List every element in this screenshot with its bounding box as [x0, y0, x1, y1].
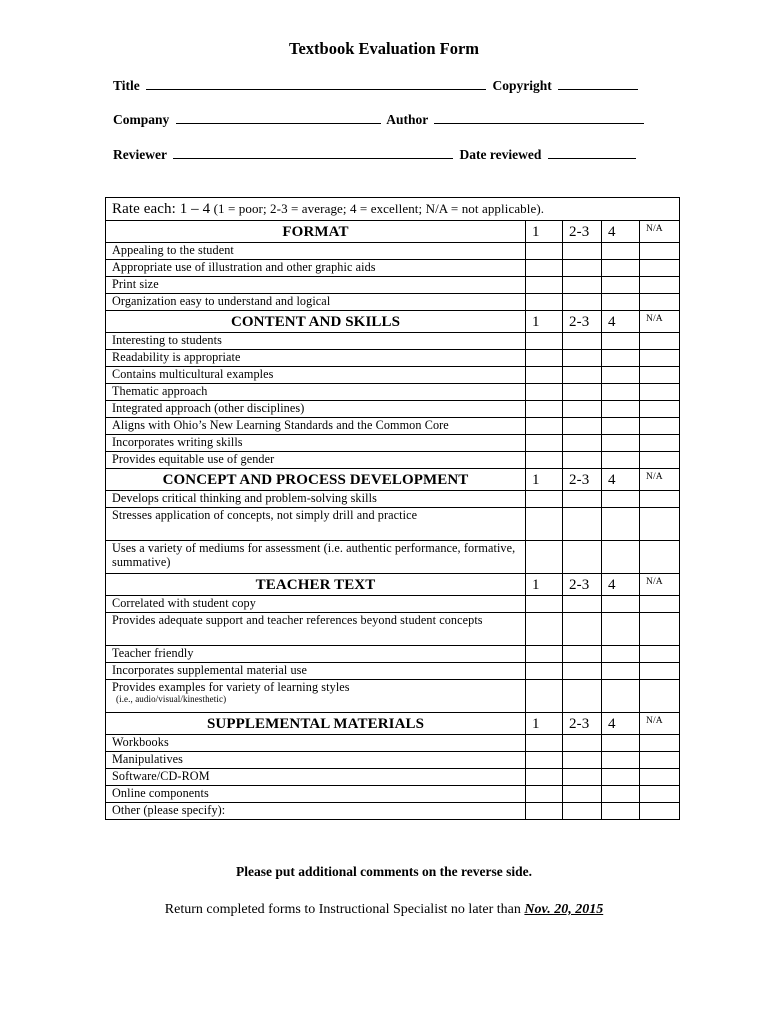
criteria-label	[106, 452, 526, 469]
rating-cell-4[interactable]	[602, 418, 640, 435]
criteria-row	[106, 435, 680, 452]
criteria-row	[106, 735, 680, 752]
rating-cell-4[interactable]	[602, 294, 640, 311]
rating-cell-4[interactable]	[602, 680, 640, 713]
criteria-text: Provides equitable use of gender	[112, 452, 275, 466]
rate-legend-text: (1 = poor; 2-3 = average; 4 = excellent; N/A = not applicable).	[213, 201, 545, 216]
date-reviewed-label: Date reviewed	[459, 147, 542, 162]
criteria-label	[106, 260, 526, 277]
rating-cell-2-3[interactable]	[563, 752, 602, 769]
author-label: Author	[386, 112, 429, 127]
rating-cell-na[interactable]	[640, 735, 680, 752]
criteria-label	[106, 333, 526, 350]
criteria-text: Thematic approach	[112, 384, 208, 398]
criteria-text: Online components	[112, 786, 209, 800]
reviewer-label: Reviewer	[113, 147, 167, 162]
rating-cell-na[interactable]	[640, 333, 680, 350]
rating-cell-2-3[interactable]	[563, 803, 602, 820]
evaluation-table	[105, 197, 680, 820]
criteria-text: Workbooks	[112, 735, 169, 749]
criteria-label	[106, 596, 526, 613]
criteria-row	[106, 680, 680, 713]
criteria-text: Correlated with student copy	[112, 596, 256, 610]
criteria-text: Appropriate use of illustration and other graphic aids	[112, 260, 376, 274]
criteria-row	[106, 508, 680, 541]
rating-cell-1[interactable]	[526, 243, 563, 260]
rating-cell-1[interactable]	[526, 803, 563, 820]
criteria-text: Provides adequate support and teacher references beyond student concepts	[112, 613, 483, 627]
rate-prefix: Rate each: 1 – 4	[112, 201, 211, 217]
criteria-row	[106, 452, 680, 469]
rating-cell-2-3[interactable]	[563, 435, 602, 452]
rating-cell-na[interactable]	[640, 452, 680, 469]
rating-cell-4[interactable]	[602, 541, 640, 574]
rating-cell-na[interactable]	[640, 350, 680, 367]
score-header-na: N/A	[640, 469, 680, 491]
criteria-row	[106, 613, 680, 646]
section-header-row	[106, 469, 680, 491]
date-reviewed-field[interactable]	[548, 146, 636, 159]
rating-cell-4[interactable]	[602, 452, 640, 469]
rating-cell-na[interactable]	[640, 596, 680, 613]
criteria-row	[106, 277, 680, 294]
rating-cell-1[interactable]	[526, 613, 563, 646]
rating-cell-2-3[interactable]	[563, 786, 602, 803]
rating-cell-2-3[interactable]	[563, 663, 602, 680]
title-label: Title	[113, 78, 140, 93]
section-title: SUPPLEMENTAL MATERIALS	[106, 713, 526, 735]
rating-cell-1[interactable]	[526, 752, 563, 769]
rating-cell-na[interactable]	[640, 401, 680, 418]
criteria-row	[106, 350, 680, 367]
title-copyright-line	[113, 77, 653, 97]
rating-cell-1[interactable]	[526, 508, 563, 541]
score-header-1: 1	[526, 221, 563, 243]
rating-cell-4[interactable]	[602, 491, 640, 508]
rating-cell-1[interactable]	[526, 541, 563, 574]
score-header-1: 1	[526, 574, 563, 596]
rating-cell-na[interactable]	[640, 541, 680, 574]
rating-cell-2-3[interactable]	[563, 613, 602, 646]
score-header-2-3: 2-3	[563, 713, 602, 735]
section-header-row	[106, 574, 680, 596]
criteria-text: Contains multicultural examples	[112, 367, 274, 381]
author-field[interactable]	[434, 111, 644, 124]
rating-cell-2-3[interactable]	[563, 680, 602, 713]
rating-cell-na[interactable]	[640, 294, 680, 311]
rating-cell-4[interactable]	[602, 277, 640, 294]
section-title: TEACHER TEXT	[106, 574, 526, 596]
criteria-row	[106, 769, 680, 786]
criteria-label	[106, 752, 526, 769]
criteria-text: Print size	[112, 277, 159, 291]
criteria-row	[106, 418, 680, 435]
rating-cell-4[interactable]	[602, 613, 640, 646]
rating-cell-1[interactable]	[526, 333, 563, 350]
rating-cell-na[interactable]	[640, 491, 680, 508]
rating-cell-4[interactable]	[602, 260, 640, 277]
rating-cell-4[interactable]	[602, 786, 640, 803]
rating-cell-1[interactable]	[526, 260, 563, 277]
criteria-row	[106, 803, 680, 820]
page-title: Textbook Evaluation Form	[288, 39, 480, 58]
section-title: FORMAT	[106, 221, 526, 243]
score-header-1: 1	[526, 311, 563, 333]
rating-cell-2-3[interactable]	[563, 384, 602, 401]
rating-cell-1[interactable]	[526, 350, 563, 367]
criteria-label	[106, 803, 526, 820]
rating-cell-2-3[interactable]	[563, 541, 602, 574]
company-author-line	[113, 111, 653, 131]
criteria-row	[106, 243, 680, 260]
criteria-label	[106, 435, 526, 452]
score-header-4: 4	[602, 574, 640, 596]
rating-cell-na[interactable]	[640, 769, 680, 786]
criteria-label	[106, 613, 526, 646]
rating-cell-1[interactable]	[526, 418, 563, 435]
rating-cell-2-3[interactable]	[563, 260, 602, 277]
criteria-row	[106, 333, 680, 350]
criteria-text: Organization easy to understand and logical	[112, 294, 331, 308]
rating-cell-2-3[interactable]	[563, 243, 602, 260]
criteria-label	[106, 491, 526, 508]
rating-cell-na[interactable]	[640, 663, 680, 680]
rating-cell-1[interactable]	[526, 786, 563, 803]
rating-cell-4[interactable]	[602, 435, 640, 452]
criteria-label	[106, 243, 526, 260]
rating-cell-1[interactable]	[526, 435, 563, 452]
copyright-label: Copyright	[492, 78, 552, 93]
criteria-text: Incorporates supplemental material use	[112, 663, 308, 677]
rating-legend	[106, 198, 680, 221]
criteria-row	[106, 260, 680, 277]
score-header-4: 4	[602, 221, 640, 243]
rating-cell-2-3[interactable]	[563, 769, 602, 786]
rating-cell-4[interactable]	[602, 803, 640, 820]
rating-cell-1[interactable]	[526, 663, 563, 680]
section-header-row	[106, 221, 680, 243]
score-header-2-3: 2-3	[563, 311, 602, 333]
criteria-label	[106, 418, 526, 435]
score-header-na: N/A	[640, 221, 680, 243]
criteria-text: Teacher friendly	[112, 646, 194, 660]
rating-cell-4[interactable]	[602, 243, 640, 260]
criteria-text: Other (please specify):	[112, 803, 226, 817]
criteria-label	[106, 786, 526, 803]
criteria-row	[106, 294, 680, 311]
rating-cell-4[interactable]	[602, 596, 640, 613]
criteria-label	[106, 277, 526, 294]
rating-cell-4[interactable]	[602, 735, 640, 752]
rating-cell-na[interactable]	[640, 646, 680, 663]
rating-cell-2-3[interactable]	[563, 418, 602, 435]
rating-cell-2-3[interactable]	[563, 596, 602, 613]
criteria-row	[106, 786, 680, 803]
criteria-row	[106, 401, 680, 418]
section-title: CONCEPT AND PROCESS DEVELOPMENT	[106, 469, 526, 491]
criteria-label	[106, 384, 526, 401]
score-header-2-3: 2-3	[563, 221, 602, 243]
rating-cell-2-3[interactable]	[563, 294, 602, 311]
return-date: Nov. 20, 2015	[524, 902, 604, 917]
score-header-na: N/A	[640, 574, 680, 596]
score-header-4: 4	[602, 469, 640, 491]
criteria-label	[106, 350, 526, 367]
rating-cell-4[interactable]	[602, 367, 640, 384]
rating-cell-na[interactable]	[640, 752, 680, 769]
rating-cell-2-3[interactable]	[563, 508, 602, 541]
criteria-subnote: (i.e., audio/visual/kinesthetic)	[116, 694, 227, 704]
rating-cell-1[interactable]	[526, 680, 563, 713]
rating-cell-4[interactable]	[602, 646, 640, 663]
criteria-row	[106, 663, 680, 680]
criteria-row	[106, 541, 680, 574]
section-header-row	[106, 713, 680, 735]
rating-cell-2-3[interactable]	[563, 452, 602, 469]
rating-cell-2-3[interactable]	[563, 401, 602, 418]
criteria-text: Incorporates writing skills	[112, 435, 243, 449]
criteria-label	[106, 508, 526, 541]
score-header-4: 4	[602, 713, 640, 735]
criteria-text: Aligns with Ohio’s New Learning Standards and the Common Core	[112, 418, 449, 432]
criteria-label	[106, 769, 526, 786]
title-field[interactable]	[146, 77, 486, 90]
company-field[interactable]	[176, 111, 381, 124]
rating-cell-2-3[interactable]	[563, 277, 602, 294]
rating-cell-na[interactable]	[640, 680, 680, 713]
rating-cell-na[interactable]	[640, 367, 680, 384]
reviewer-field[interactable]	[173, 146, 453, 159]
rating-cell-4[interactable]	[602, 769, 640, 786]
company-label: Company	[113, 112, 170, 127]
rating-cell-1[interactable]	[526, 294, 563, 311]
criteria-row	[106, 646, 680, 663]
rating-cell-na[interactable]	[640, 260, 680, 277]
rating-cell-4[interactable]	[602, 663, 640, 680]
rating-cell-na[interactable]	[640, 508, 680, 541]
comments-note: Please put additional comments on the reverse side.	[236, 864, 532, 879]
score-header-2-3: 2-3	[563, 469, 602, 491]
rating-cell-na[interactable]	[640, 803, 680, 820]
criteria-text: Uses a variety of mediums for assessment (i.e. authentic performance, formative, summative)	[112, 541, 516, 569]
rating-cell-na[interactable]	[640, 277, 680, 294]
rating-cell-1[interactable]	[526, 735, 563, 752]
criteria-text: Readability is appropriate	[112, 350, 241, 364]
rating-cell-na[interactable]	[640, 786, 680, 803]
rating-cell-2-3[interactable]	[563, 646, 602, 663]
return-note-text: Return completed forms to Instructional Specialist no later than	[164, 902, 521, 917]
criteria-label	[106, 735, 526, 752]
criteria-row	[106, 752, 680, 769]
criteria-text: Develops critical thinking and problem-solving skills	[112, 491, 377, 505]
criteria-label	[106, 663, 526, 680]
rating-cell-1[interactable]	[526, 452, 563, 469]
rating-cell-4[interactable]	[602, 401, 640, 418]
copyright-field[interactable]	[558, 77, 638, 90]
reviewer-date-line	[113, 146, 653, 166]
section-header-row	[106, 311, 680, 333]
criteria-row	[106, 596, 680, 613]
criteria-text: Software/CD-ROM	[112, 769, 210, 783]
rating-cell-1[interactable]	[526, 646, 563, 663]
criteria-text: Appealing to the student	[112, 243, 234, 257]
return-note	[0, 902, 768, 918]
rating-cell-na[interactable]	[640, 435, 680, 452]
score-header-na: N/A	[640, 311, 680, 333]
rating-cell-1[interactable]	[526, 491, 563, 508]
rating-cell-na[interactable]	[640, 613, 680, 646]
criteria-row	[106, 384, 680, 401]
rating-cell-4[interactable]	[602, 384, 640, 401]
rating-cell-1[interactable]	[526, 367, 563, 384]
rating-cell-na[interactable]	[640, 418, 680, 435]
criteria-label	[106, 401, 526, 418]
rating-cell-1[interactable]	[526, 277, 563, 294]
criteria-label	[106, 541, 526, 574]
section-title: CONTENT AND SKILLS	[106, 311, 526, 333]
rating-cell-1[interactable]	[526, 596, 563, 613]
criteria-label	[106, 646, 526, 663]
criteria-text: Manipulatives	[112, 752, 184, 766]
rating-cell-na[interactable]	[640, 384, 680, 401]
criteria-row	[106, 367, 680, 384]
rating-cell-4[interactable]	[602, 350, 640, 367]
score-header-1: 1	[526, 469, 563, 491]
criteria-row	[106, 491, 680, 508]
rating-cell-1[interactable]	[526, 769, 563, 786]
score-header-1: 1	[526, 713, 563, 735]
rating-cell-2-3[interactable]	[563, 735, 602, 752]
rating-cell-2-3[interactable]	[563, 333, 602, 350]
rating-cell-4[interactable]	[602, 333, 640, 350]
rating-cell-2-3[interactable]	[563, 350, 602, 367]
rating-cell-na[interactable]	[640, 243, 680, 260]
rating-cell-2-3[interactable]	[563, 491, 602, 508]
criteria-text: Stresses application of concepts, not simply drill and practice	[112, 508, 418, 522]
rating-legend-row	[106, 198, 680, 221]
rating-cell-1[interactable]	[526, 401, 563, 418]
criteria-text: Interesting to students	[112, 333, 222, 347]
criteria-label	[106, 680, 526, 713]
rating-cell-2-3[interactable]	[563, 367, 602, 384]
rating-cell-1[interactable]	[526, 384, 563, 401]
criteria-label	[106, 367, 526, 384]
rating-cell-4[interactable]	[602, 752, 640, 769]
score-header-2-3: 2-3	[563, 574, 602, 596]
criteria-text: Integrated approach (other disciplines)	[112, 401, 305, 415]
rating-cell-4[interactable]	[602, 508, 640, 541]
criteria-text: Provides examples for variety of learning styles	[112, 680, 350, 694]
criteria-label	[106, 294, 526, 311]
score-header-na: N/A	[640, 713, 680, 735]
score-header-4: 4	[602, 311, 640, 333]
